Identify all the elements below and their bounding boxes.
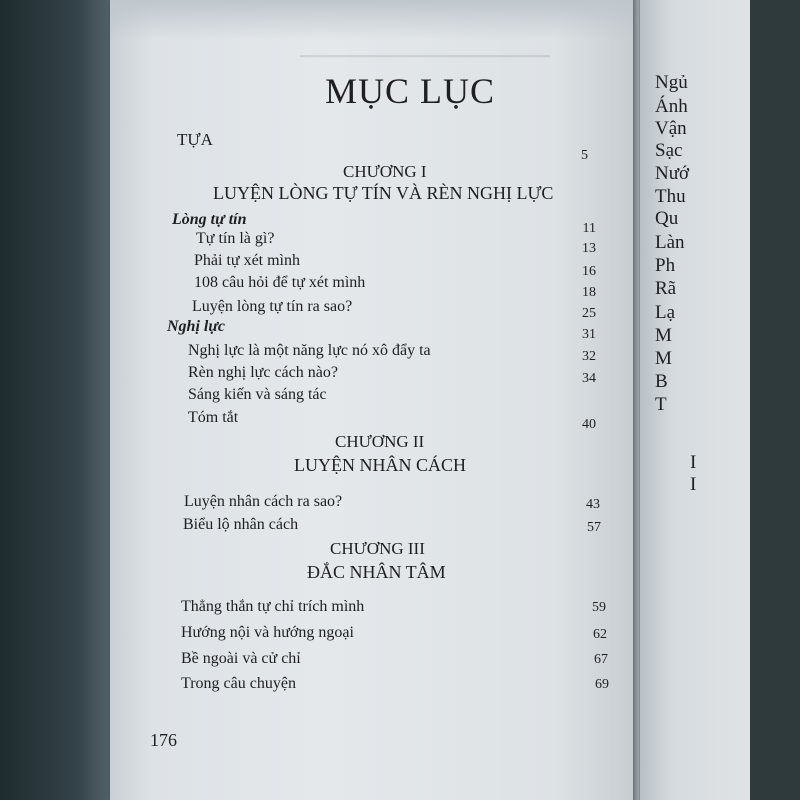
toc-entry: Nghị lực là một năng lực nó xô đẩy ta: [188, 342, 431, 359]
right-page-text: T: [655, 394, 667, 415]
right-page-text: Thu: [655, 186, 686, 207]
right-page-text: M: [655, 348, 672, 369]
page-number: 176: [150, 730, 177, 750]
toc-entry-page: 40: [582, 417, 596, 432]
toc-entry-page: 16: [582, 264, 596, 279]
right-page-text: I: [690, 452, 697, 473]
toc-entry: Tóm tắt: [188, 409, 239, 426]
toc-entry-page: 67: [594, 652, 608, 667]
toc-entry-page: 25: [582, 306, 596, 321]
toc-entry: Tự tín là gì?: [196, 230, 275, 247]
right-page-text: Sạc: [655, 140, 683, 161]
right-page-text: Vận: [655, 118, 687, 139]
section-willpower-page: 31: [582, 327, 596, 342]
toc-entry: Phải tự xét mình: [194, 252, 300, 269]
book-background-left: [0, 0, 112, 800]
right-page-text: Ph: [655, 255, 676, 276]
toc-entry-page: 13: [582, 241, 596, 256]
toc-entry-page: 62: [593, 627, 607, 642]
chapter-1-title: LUYỆN LÒNG TỰ TÍN VÀ RÈN NGHỊ LỰC: [213, 183, 554, 203]
bleed-through-text: ▁▁▁▁▁▁▁▁▁▁▁▁▁▁▁▁▁▁▁▁▁▁▁▁▁: [300, 42, 550, 57]
toc-entry: Hướng nội và hướng ngoại: [181, 624, 354, 641]
toc-preface-page: 5: [581, 148, 588, 163]
right-page-text: Làn: [655, 232, 685, 253]
toc-entry: Biểu lộ nhân cách: [183, 516, 299, 533]
right-page-text: Nướ: [655, 163, 690, 184]
right-page-text: B: [655, 371, 668, 392]
right-page-text: I: [690, 474, 697, 495]
toc-entry: Luyện lòng tự tín ra sao?: [192, 298, 353, 315]
toc-entry: Sáng kiến và sáng tác: [188, 386, 327, 403]
chapter-3-label: CHƯƠNG III: [330, 539, 425, 558]
section-willpower: Nghị lực: [167, 318, 226, 335]
toc-entry-page: 43: [586, 497, 600, 512]
right-page-text: Ngủ: [655, 72, 688, 93]
toc-entry: Luyện nhân cách ra sao?: [184, 493, 343, 510]
right-page-text: Lạ: [655, 302, 676, 323]
toc-title: MỤC LỤC: [325, 71, 496, 111]
right-page-text: Qu: [655, 208, 679, 229]
toc-entry: Bề ngoài và cử chỉ: [181, 650, 301, 667]
right-page-text: Ánh: [655, 96, 688, 117]
toc-preface-label: TỰA: [177, 130, 213, 149]
toc-entry: 108 câu hỏi để tự xét mình: [194, 274, 366, 291]
section-self-confidence-page: 11: [582, 221, 596, 236]
toc-entry: Rèn nghị lực cách nào?: [188, 364, 338, 381]
toc-entry-page: 69: [595, 677, 609, 692]
toc-entry-page: 34: [582, 371, 596, 386]
toc-entry-page: 59: [592, 600, 606, 615]
chapter-2-title: LUYỆN NHÂN CÁCH: [294, 455, 466, 475]
toc-entry-page: 57: [587, 520, 601, 535]
chapter-2-label: CHƯƠNG II: [335, 432, 425, 451]
chapter-3-title: ĐẮC NHÂN TÂM: [307, 562, 446, 582]
chapter-1-label: CHƯƠNG I: [343, 162, 427, 181]
right-page-text: Rã: [655, 278, 677, 299]
toc-entry-page: 32: [582, 349, 596, 364]
right-page-text: M: [655, 325, 672, 346]
section-self-confidence: Lòng tự tín: [172, 211, 247, 228]
toc-entry: Trong câu chuyện: [181, 675, 296, 692]
toc-entry: Thẳng thắn tự chỉ trích mình: [181, 598, 365, 615]
toc-entry-page: 18: [582, 285, 596, 300]
